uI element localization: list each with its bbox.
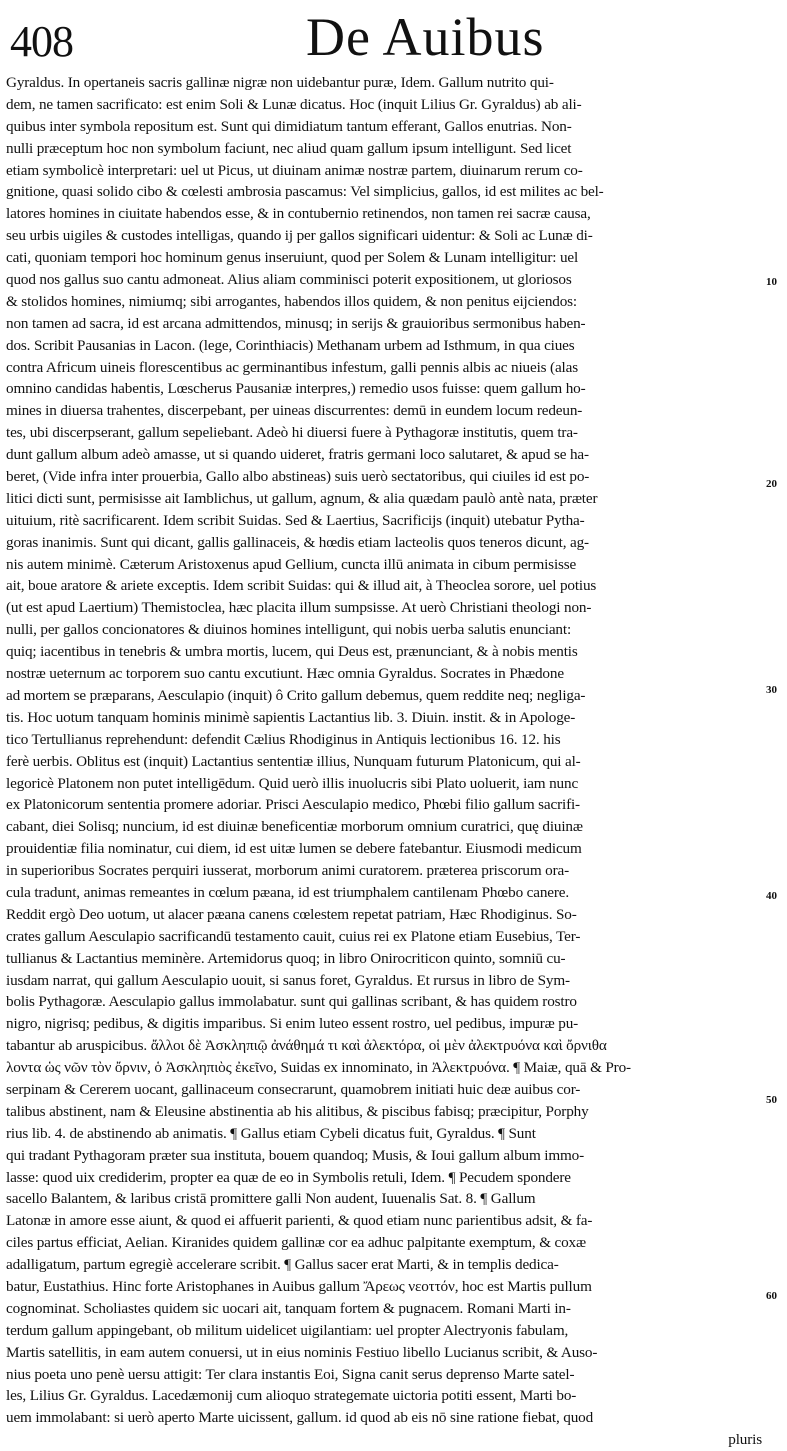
text-line: ait, boue aratore & ariete exceptis. Idem scribit Suidas: qui & illud ait, à Theoclea sorore, uel potius: [6, 577, 597, 595]
text-line: goras inanimis. Sunt qui dicant, gallis gallinaceis, & hœdis etiam lacteolis quos teneros dicunt, ag-: [6, 533, 589, 551]
text-line: contra Africum uineis florescentibus ac germinantibus infestum, galli pennis albis ac niueis (alas: [6, 358, 578, 376]
text-line: sacello Balantem, & laribus cristā promittere galli Non audent, Iuuenalis Sat. 8. ¶ Gallum: [6, 1190, 536, 1208]
text-line: terdum gallum appingebant, ob militum uidelicet uigilantiam: uel propter Alectryonis fabulam,: [6, 1321, 569, 1339]
body-text: [6, 72, 762, 1451]
text-line: adalligatum, partum egregiè accelerare scribit. ¶ Gallus sacer erat Marti, & in templis dedica-: [6, 1256, 559, 1274]
text-line: (ut est apud Laertium) Themistoclea, hæc placita illum sumpsisse. At uerò Christiani theologi non-: [6, 599, 592, 617]
text-line: quiq; iacentibus in tenebris & umbra mortis, lucem, qui Deus est, prænunciant, & à nobis mentis: [6, 643, 578, 661]
text-line: nostræ ueternum ac torporem suo cantu excutiunt. Hæc omnia Gyraldus. Socrates in Phædone: [6, 665, 564, 683]
text-line: Reddit ergò Deo uotum, ut alacer pæana canens cœlestem repetat patriam, Hæc Rhodiginus. So-: [6, 905, 577, 923]
page-number: 408: [10, 17, 73, 66]
text-line: ad mortem se præparans, Aesculapio (inquit) ô Crito gallum debemus, quem reddite neq; negliga-: [6, 686, 586, 704]
text-line: dem, ne tamen sacrificato: est enim Soli & Lunæ dicatus. Hoc (inquit Lilius Gr. Gyraldus) ab ali-: [6, 95, 582, 113]
text-line: ex Platonicorum sententia promere adoriar. Prisci Aesculapio medico, Phœbi filio gallum sacrifi-: [6, 796, 580, 814]
text-line: cati, quoniam tempori hoc hominum genus inseruiunt, quod per Solem & Lunam intelligitur: uel: [6, 249, 579, 267]
text-line: legoricè Platonem non putet intelligēdum. Quid uerò illis inuolucris sibi Plato uoluerit, iam nunc: [6, 774, 579, 792]
text-line: tis. Hoc uotum tanquam hominis minimè sapientis Lactantius lib. 3. Diuin. instit. & in Apologe-: [6, 708, 576, 726]
text-line: Latonæ in amore esse aiunt, & quod ei affuerit parienti, & quod etiam nunc parientibus adsit, & fa-: [6, 1212, 593, 1230]
text-line: nulli, per gallos concionatores & diuinos homines intelligunt, qui nobis uerba salutis enunciant:: [6, 621, 572, 639]
text-line: nius poeta uno penè uersu attigit: Ter clara instantis Eoi, Signa canit serus deprenso Marte satel-: [6, 1365, 575, 1383]
text-line: crates gallum Aesculapio sacrificandū testamento cauit, cuius rei ex Platone etiam Eusebius, Ter-: [6, 927, 581, 945]
margin-number: 10: [766, 276, 777, 288]
text-line: latores homines in ciuitate habendos esse, & in contubernio retinendos, non tamen rei sacræ causa,: [6, 205, 591, 223]
catchword: pluris: [728, 1431, 762, 1449]
text-line: talibus abstinent, nam & Eleusine abstinentia ab his alitibus, & piscibus fabisq; præcipitur, Porphy: [6, 1102, 589, 1120]
text-line: cabant, diei Solisq; nuncium, id est diuinæ beneficentiæ morborum omnium curatrici, quę diuinæ: [6, 818, 583, 836]
text-line: etiam symbolicè interpretari: uel ut Picus, ut diuinam animæ nostræ partem, diuinarum rerum co-: [6, 161, 583, 179]
text-line: dos. Scribit Pausanias in Lacon. (lege, Corinthiacis) Methanam urbem ad Isthmum, in qua ciues: [6, 336, 575, 354]
text-line: mines in diuersa trahentes, discerpebant, per uineas discurrentes: demū in eundem locum redeun-: [6, 402, 583, 420]
margin-number: 60: [766, 1290, 777, 1302]
text-line: tes, ubi discerpserant, gallum sepeliebant. Adeò hi diuersi fuere à Pythagoræ institutis, quem tra-: [6, 424, 578, 442]
text-line: nulli præceptum hoc non symbolum faciunt, nec aliud quam gallum ipsum intelligunt. Sed licet: [6, 139, 572, 157]
text-line: seu urbis uigiles & custodes intelligas, quando ij per gallos significari uidentur: & Soli ac Lunæ di-: [6, 227, 593, 245]
text-line: qui tradant Pythagoram præter sua instituta, bouem quandoq; Musis, & Ioui gallum album immo-: [6, 1146, 585, 1164]
text-line: omnino candidas habentis, Lœscherus Pausaniæ interpres,) remedio usos fuisse: quem gallum ho-: [6, 380, 586, 398]
text-line: ferè uerbis. Oblitus est (inquit) Lactantius sententiæ illius, Nunquam futurum Platonicum, qui al-: [6, 752, 581, 770]
text-line: nis autem minimè. Cæterum Aristoxenus apud Gellium, cuncta illū animata in cibum permisisse: [6, 555, 577, 573]
text-line: uem immolabant: si uerò aperto Marte uicissent, gallum. id quod ab eis nō sine ratione fiebat, quod: [6, 1409, 594, 1427]
text-line: ciles partus efficiat, Aelian. Kiranides quidem gallinæ cor ea adhuc palpitante exemptum, & coxæ: [6, 1234, 586, 1252]
running-title: De Auibus: [306, 7, 545, 67]
margin-number: 40: [766, 890, 777, 902]
text-line: tabantur ab aruspicibus. ἄλλοι δὲ Ἀσκληπιῷ ἀνάθημά τι καὶ ἀλεκτόρα, οἱ μὲν ἀλεκτρυόνα καὶ ὄρνιθα: [6, 1037, 607, 1055]
text-line: lasse: quod uix crediderim, propter ea quæ de eo in Symbolis retuli, Idem. ¶ Pecudem spondere: [6, 1168, 571, 1186]
text-line: gnitione, quasi solido cibo & cœlesti ambrosia pascamus: Vel simplicius, gallos, id est milites ac bel-: [6, 183, 604, 201]
text-line: iusdam narrat, qui gallum Aesculapio uouit, si sanus foret, Gyraldus. Et rursus in libro de Sym-: [6, 971, 570, 989]
text-line: les, Lilius Gr. Gyraldus. Lacedæmonij cum alioquo strategemate uictoria potiti essent, Marti bo-: [6, 1387, 577, 1405]
text-line: prouidentiæ filia nominatur, cui diem, id est uitæ lumen se debere fatebantur. Eiusmodi medicum: [6, 840, 582, 858]
text-line: in superioribus Socrates perquiri iusserat, morborum animi curatorem. præterea priscorum ora-: [6, 862, 570, 880]
text-line: batur, Eustathius. Hinc forte Aristophanes in Auibus gallum Ἄρεως νεοττόν, hoc est Martis pullum: [6, 1277, 592, 1295]
text-line: bolis Pythagoræ. Aesculapio gallus immolabatur. sunt qui gallinas scribant, & has quidem rostro: [6, 993, 577, 1011]
text-line: uituium, ritè sacrificarent. Idem scribit Suidas. Sed & Laertius, Sacrificijs (inquit) utebatur Pytha-: [6, 511, 585, 529]
text-line: litici dicti sunt, permisisse ait Iamblichus, ut gallum, agnum, & alia quædam paulò antè nata, præter: [6, 489, 598, 507]
text-line: cula tradunt, animas remeantes in cœlum pæana, id est triumphalem cantilenam Phœbo canere.: [6, 883, 570, 901]
text-line: cognominat. Scholiastes quidem sic uocari ait, tanquam fortem & pugnacem. Romani Marti in-: [6, 1299, 571, 1317]
margin-number: 50: [766, 1094, 777, 1106]
margin-number: 30: [766, 684, 777, 696]
text-line: dunt gallum album adeò amasse, ut si quando uideret, fratris germani loco salutaret, & apud se ha-: [6, 446, 589, 464]
text-line: quod nos gallus suo cantu admoneat. Alius aliam comminisci poterit expositionem, ut gloriosos: [6, 271, 572, 289]
text-line: non tamen ad sacra, id est arcana admittendos, minusq; in serijs & grauioribus sermonibus haben-: [6, 314, 586, 332]
text-line: quibus inter symbola repositum est. Sunt qui dimidiatum tantum efferant, Gallos enutrias. Non-: [6, 117, 572, 135]
text-line: Gyraldus. In opertaneis sacris gallinæ nigræ non uidebantur puræ, Idem. Gallum nutrito qui-: [6, 74, 554, 91]
text-line: beret, (Vide infra inter prouerbia, Gallo albo abstineas) suis uerò sectatoribus, qui ciuiles id est po-: [6, 468, 590, 486]
text-line: Martis satellitis, in eam autem conuersi, ut in eius nominis Festiuo libello Lucianus scribit, & Auso-: [6, 1343, 598, 1361]
text-line: rius lib. 4. de abstinendo ab animatis. ¶ Gallus etiam Cybeli dicatus fuit, Gyraldus. ¶ Sunt: [6, 1124, 536, 1142]
margin-number: 20: [766, 478, 777, 490]
text-line: serpinam & Cererem uocant, gallinaceum consecrarunt, quamobrem initiati huic deæ auibus cor-: [6, 1080, 581, 1098]
text-line: tullianus & Lactantius meminère. Artemidorus quoq; in libro Onirocriticon quinto, somniū cu-: [6, 949, 566, 967]
text-line: λοντα ὡς νῶν τὸν ὄρνιν, ὁ Ἀσκληπιὸς ἐκεῖνο, Suidas ex innominato, in Ἀλεκτρυόνα. ¶ Maiæ, quā & Pro-: [6, 1059, 631, 1077]
text-line: nigro, nigrisq; pedibus, & digitis imparibus. Si enim luteo essent rostro, uel pedibus, impuræ pu-: [6, 1015, 579, 1033]
text-line: tico Tertullianus reprehendunt: defendit Cælius Rhodiginus in Antiquis lectionibus 16. 12. his: [6, 730, 561, 748]
page-header: [6, 6, 766, 74]
text-line: & stolidos homines, nimiumq; sibi arrogantes, habendos illos quidem, & non penitus eijciendos:: [6, 292, 577, 310]
